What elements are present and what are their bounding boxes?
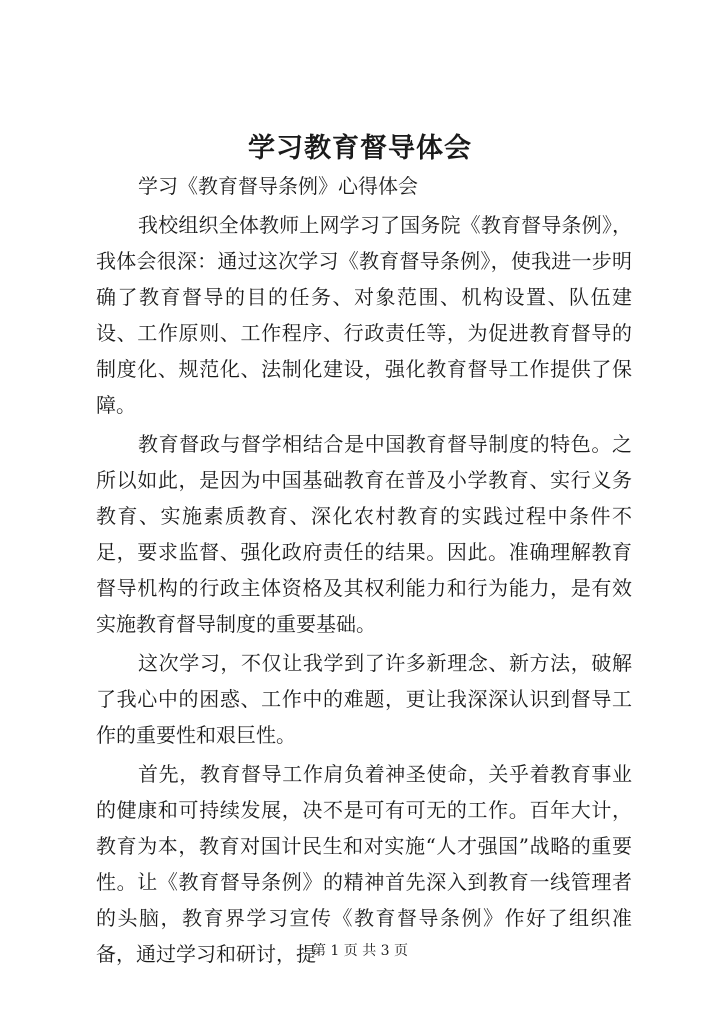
document-title: 学习教育督导体会	[248, 133, 472, 164]
document-body	[96, 168, 632, 975]
paragraph-3: 这次学习，不仅让我学到了许多新理念、新方法，破解了我心中的困惑、工作中的难题，更让我深深认识到督导工作的重要性和艰巨性。	[96, 651, 632, 747]
paragraph-1: 我校组织全体教师上网学习了国务院《教育督导条例》，我体会很深：通过这次学习《教育督导条例》，使我进一步明确了教育督导的目的任务、对象范围、机构设置、队伍建设、工作原则、工作程序、行政责任等，为促进教育督导的制度化、规范化、法制化建设，强化教育督导工作提供了保障。	[96, 213, 632, 417]
page-footer: 第 1 页 共 3 页	[311, 943, 409, 959]
document-subtitle: 学习《教育督导条例》心得体会	[138, 174, 418, 198]
paragraph-4: 首先，教育督导工作肩负着神圣使命，关乎着教育事业的健康和可持续发展，决不是可有可无的工作。百年大计，教育为本，教育对国计民生和对实施“人才强国”战略的重要性。让《教育督导条例》的精神首先深入到教育一线管理者的头脑，教育界学习宣传《教育督导条例》作好了组织准备，通过学习和研讨，提	[96, 762, 632, 966]
paragraph-2: 教育督政与督学相结合是中国教育督导制度的特色。之所以如此，是因为中国基础教育在普及小学教育、实行义务教育、实施素质教育、深化农村教育的实践过程中条件不足，要求监督、强化政府责任的结果。因此。准确理解教育督导机构的行政主体资格及其权利能力和行为能力，是有效实施教育督导制度的重要基础。	[96, 432, 632, 636]
